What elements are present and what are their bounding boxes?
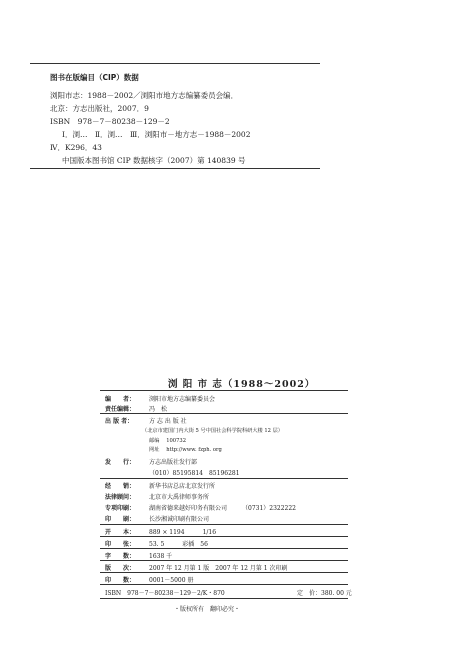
row-value: 冯 松 [149, 406, 168, 413]
row-label: 发 行： [105, 459, 136, 466]
row-value: 方 志 出 版 社 [149, 418, 187, 425]
row-label: 印 张： [105, 541, 136, 548]
cip-isbn: ISBN 978－7－80238－129－2 [50, 117, 170, 126]
row-value: 邮编 100732 [149, 438, 187, 444]
book-title: 浏 阳 市 志（1988～2002） [168, 379, 316, 390]
row-value: 方志出版社发行部 [149, 459, 198, 466]
row-rule [100, 478, 348, 479]
row-label: 印 数： [105, 577, 136, 584]
row-value: 0001－5000 册 [149, 577, 194, 584]
row-rule [100, 524, 348, 525]
cip-title: 图书在版编目（CIP）数据 [50, 73, 139, 82]
row-value: 网址 http://www. fzph. org [149, 447, 222, 453]
bottom-rule [100, 598, 348, 599]
cip-class-2: Ⅳ．K296．43 [50, 143, 102, 152]
row-label: 印 刷： [105, 516, 136, 523]
row-rule [100, 548, 348, 549]
row-value: （北京市建国门内大街 5 号中国社会科学院科研大楼 12 层） [142, 428, 283, 434]
row-label: 版 次： [105, 565, 136, 572]
row-rule [100, 584, 348, 585]
row-label: 编 者： [105, 396, 136, 403]
cip-core-number: 中国版本图书馆 CIP 数据核字（2007）第 140839 号 [62, 156, 246, 165]
row-value: 1638 千 [149, 553, 173, 560]
row-label: 经 销： [105, 483, 136, 490]
isbn-line: ISBN 978－7－80238－129－2/K・870 [105, 590, 225, 597]
title-rule [100, 390, 348, 391]
cip-line-2: 北京：方志出版社，2007．9 [50, 104, 149, 113]
row-rule [100, 536, 348, 537]
cip-bottom-rule [30, 168, 320, 169]
cip-class-1: Ⅰ．浏… Ⅱ．浏… Ⅲ．浏阳市－地方志－1988－2002 [62, 130, 251, 139]
row-label: 出 版 者： [105, 418, 134, 425]
row-value: 浏阳市地方志编纂委员会 [149, 396, 216, 403]
row-label: 责任编辑： [105, 406, 136, 413]
row-label: 字 数： [105, 553, 136, 560]
rights-reserved: ・版权所有 翻印必究・ [174, 606, 241, 613]
cip-top-rule [30, 63, 320, 64]
row-value: 53. 5 彩插 56 [149, 541, 208, 548]
row-value: 长沙湘诚印刷有限公司 [149, 516, 210, 523]
row-rule [100, 560, 348, 561]
row-value: 889 × 1194 1/16 [149, 529, 217, 536]
row-value: 湖南省德来越好印务有限公司 （0731）2322222 [149, 505, 296, 512]
row-rule [100, 413, 348, 414]
price: 定 价：380. 00 元 [297, 590, 352, 597]
row-value: 2007 年 12 月第 1 版 2007 年 12 月第 1 次印刷 [149, 565, 288, 572]
row-label: 专项印刷： [105, 505, 136, 512]
row-label: 法律顾问： [105, 494, 136, 501]
row-value: （010）85195814 85196281 [149, 470, 240, 477]
cip-line-1: 浏阳市志：1988－2002／浏阳市地方志编纂委员会编． [50, 91, 239, 100]
row-label: 开 本： [105, 529, 136, 536]
row-rule [100, 572, 348, 573]
row-value: 新华书店总店北京发行所 [149, 483, 216, 490]
row-value: 北京市大禹律师事务所 [149, 494, 210, 501]
